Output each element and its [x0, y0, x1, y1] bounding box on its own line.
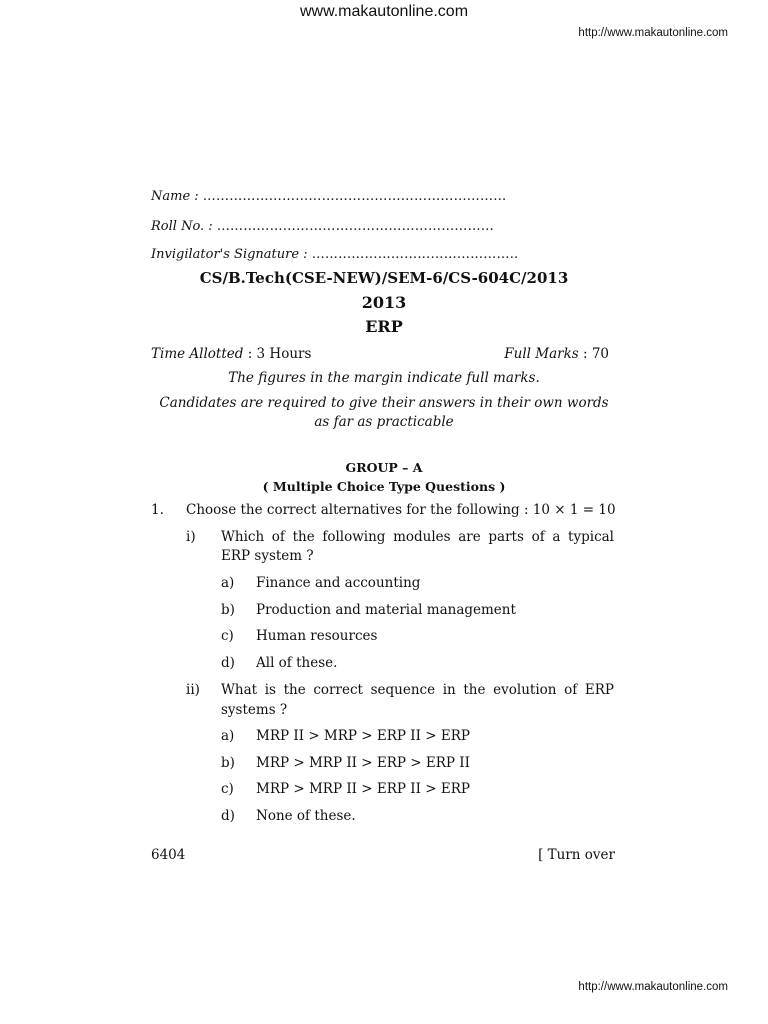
option-label: c)	[221, 781, 234, 797]
time-value: : 3 Hours	[243, 346, 312, 362]
option-text: MRP II > MRP > ERP II > ERP	[256, 728, 470, 744]
option-text: Human resources	[256, 628, 378, 644]
signature-dots: ………………………………………..	[311, 247, 519, 262]
full-marks	[504, 346, 609, 362]
instruction-margin: The figures in the margin indicate full marks.	[228, 370, 540, 386]
signature-label: Invigilator's Signature :	[151, 247, 312, 262]
site-url-top: http://www.makautonline.com	[578, 27, 728, 39]
option-text: Production and material management	[256, 602, 516, 618]
subquestion-number: ii)	[186, 682, 200, 698]
option-text: Finance and accounting	[256, 575, 421, 591]
roll-field	[151, 219, 494, 234]
name-dots: ……………………………………………………………	[202, 189, 507, 204]
time-allotted	[151, 346, 311, 362]
group-subtitle: ( Multiple Choice Type Questions )	[262, 479, 506, 494]
group-title: GROUP – A	[345, 460, 423, 475]
exam-code: CS/B.Tech(CSE-NEW)/SEM-6/CS-604C/2013	[199, 269, 569, 287]
marks-label: Full Marks	[504, 346, 579, 362]
option-text: MRP > MRP II > ERP > ERP II	[256, 755, 470, 771]
marks-value: : 70	[578, 346, 609, 362]
exam-subject: ERP	[365, 317, 403, 336]
option-label: d)	[221, 655, 235, 671]
option-label: a)	[221, 575, 235, 591]
paper-code: 6404	[151, 847, 186, 863]
subquestion-text-line: ERP system ?	[221, 548, 314, 564]
option-label: b)	[221, 602, 235, 618]
option-label: d)	[221, 808, 235, 824]
option-label: c)	[221, 628, 234, 644]
name-field	[151, 189, 506, 204]
name-label: Name :	[151, 189, 203, 204]
subquestion-text-line: What is the correct sequence in the evolution of ERP	[221, 682, 614, 698]
subquestion-number: i)	[186, 529, 196, 545]
option-text: None of these.	[256, 808, 356, 824]
time-label: Time Allotted	[151, 346, 244, 362]
question-text: Choose the correct alternatives for the following : 10 × 1 = 10	[186, 502, 616, 518]
question-number: 1.	[151, 502, 164, 518]
roll-dots: ………………………………………………………	[216, 219, 495, 234]
option-text: All of these.	[256, 655, 338, 671]
instruction-own-words-2: as far as practicable	[314, 414, 454, 430]
option-label: a)	[221, 728, 235, 744]
subquestion-text-line: Which of the following modules are parts of a typical	[221, 529, 614, 545]
site-header: www.makautonline.com	[299, 3, 469, 20]
option-label: b)	[221, 755, 235, 771]
exam-year: 2013	[361, 293, 407, 312]
roll-label: Roll No. :	[151, 219, 217, 234]
signature-field	[151, 247, 518, 262]
instruction-own-words-1: Candidates are required to give their answers in their own words	[159, 395, 609, 411]
site-url-bottom: http://www.makautonline.com	[578, 981, 728, 993]
option-text: MRP > MRP II > ERP II > ERP	[256, 781, 470, 797]
subquestion-text-line: systems ?	[221, 702, 288, 718]
turn-over: [ Turn over	[538, 847, 615, 863]
